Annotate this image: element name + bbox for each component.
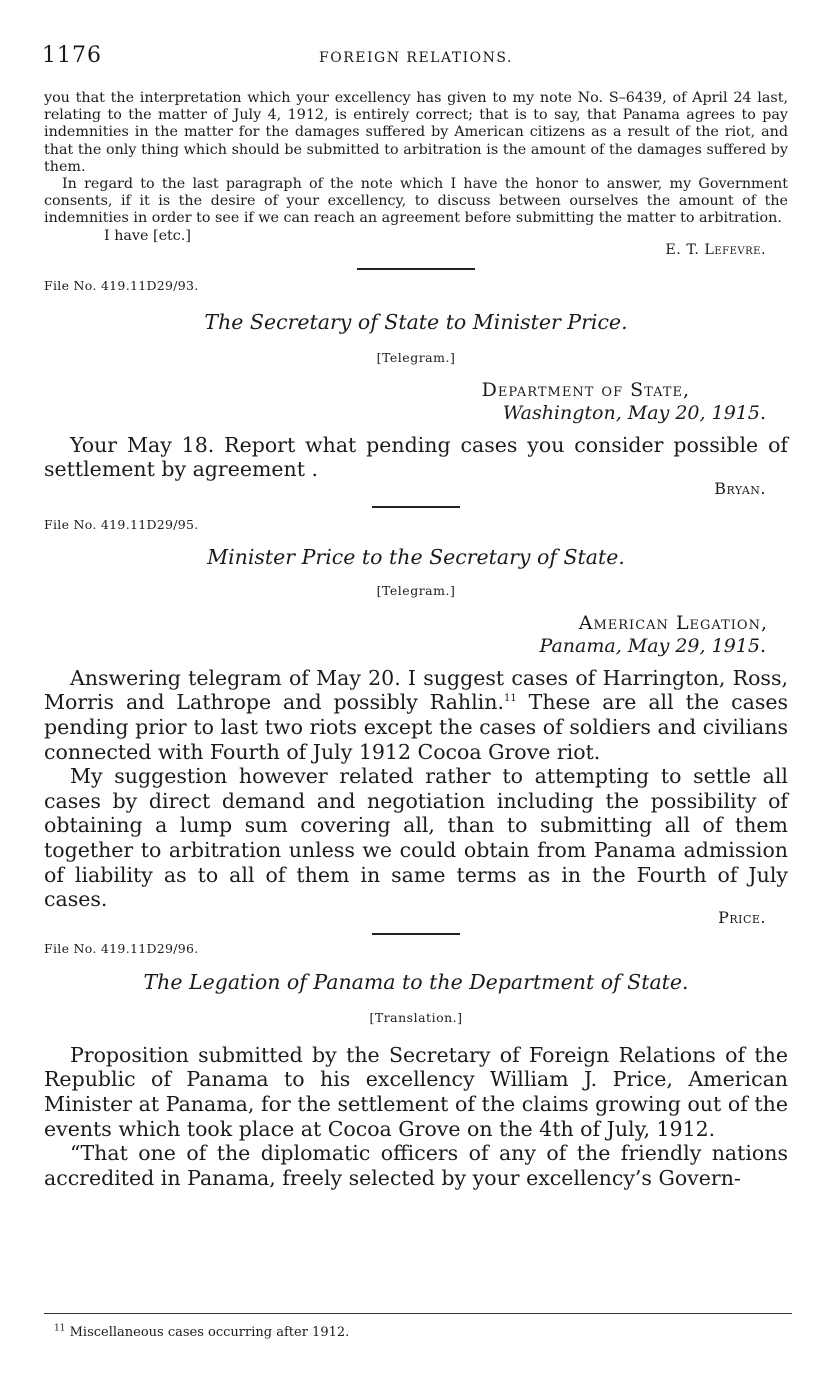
footnote-marker: 11 [503, 693, 517, 705]
running-head: FOREIGN RELATIONS. [319, 50, 513, 66]
footnote-text: Miscellaneous cases occurring after 1912. [69, 1325, 350, 1340]
place-date: Washington, May 20, 1915. [502, 401, 766, 424]
footnote [54, 1325, 349, 1340]
file-number: File No. 419.11D29/93. [44, 277, 199, 293]
signature: Bryan. [714, 478, 766, 498]
footnote-number: 11 [54, 1323, 66, 1334]
telegram-body [44, 666, 788, 912]
closing: I have [etc.] [104, 227, 191, 244]
sender-office: American Legation, [578, 611, 768, 634]
page-number: 1176 [42, 43, 102, 68]
body-text: Answering telegram of May 20. I suggest cases of Harrington, Ross, Morris and Lathrope and possibly Rahlin. [44, 665, 788, 715]
place-date: Panama, May 29, 1915. [539, 634, 766, 657]
document-type: [Telegram.] [376, 349, 456, 365]
letter-paragraph: you that the interpretation which your excellency has given to my note No. S–6439, of April 24 last, relating to the matter of July 4, 1912, is entirely correct; that is to say, that Panama agrees to pay indemnities in the matter for the damages suffered by American citizens as a result of the riot, and that the only thing which should be submitted to arbitration is the amount of the damages suffered by them. [44, 90, 788, 175]
file-number: File No. 419.11D29/95. [44, 516, 199, 532]
sender-office: Department of State, [481, 378, 690, 401]
page-header [44, 38, 788, 72]
file-number: File No. 419.11D29/96. [44, 940, 199, 956]
closing-row [44, 228, 788, 262]
signature: Price. [718, 907, 766, 927]
body-text: These are all the cases pending prior to last two riots except the cases of soldiers and civilians connected with Fourth of July 1912 Cocoa Grove riot. [44, 690, 788, 764]
translation-body [44, 1043, 788, 1191]
document-heading: The Secretary of State to Minister Price. [204, 309, 628, 334]
body-text: My suggestion however related rather to attempting to settle all cases by direct demand and negotiation including the possibility of obtaining a lump sum covering all, than to submitting all of them together to arbitration unless we could obtain from Panama admission of liability as to all of them in same terms as in the Fourth of July cases. [44, 764, 788, 912]
section-rule [372, 933, 460, 935]
page-body [44, 90, 788, 1190]
document-heading: The Legation of Panama to the Department of State. [143, 969, 689, 994]
section-rule [357, 268, 475, 270]
letter-end [44, 90, 788, 262]
footnote-rule [44, 1313, 792, 1314]
document-type: [Translation.] [369, 1009, 463, 1025]
document-heading: Minister Price to the Secretary of State. [207, 544, 625, 569]
letter-paragraph: In regard to the last paragraph of the note which I have the honor to answer, my Government consents, if it is the desire of your excellency, to discuss between ourselves the amount of the indemnities in order to see if we can reach an agreement before submitting the matter to arbitration. [44, 176, 788, 227]
section-rule [372, 506, 460, 508]
telegram-body: Your May 18. Report what pending cases you consider possible of settlement by agreement . [44, 432, 788, 482]
body-text: “That one of the diplomatic officers of any of the friendly nations accredited in Panama, freely selected by your excellency’s Govern- [44, 1141, 788, 1190]
body-text: Proposition submitted by the Secretary of Foreign Relations of the Republic of Panama to his excellency William J. Price, American Minister at Panama, for the settlement of the claims growing out of the events which took place at Cocoa Grove on the 4th of July, 1912. [44, 1042, 788, 1141]
signature: E. T. Lefevre. [665, 241, 766, 258]
document-type: [Telegram.] [376, 582, 456, 598]
